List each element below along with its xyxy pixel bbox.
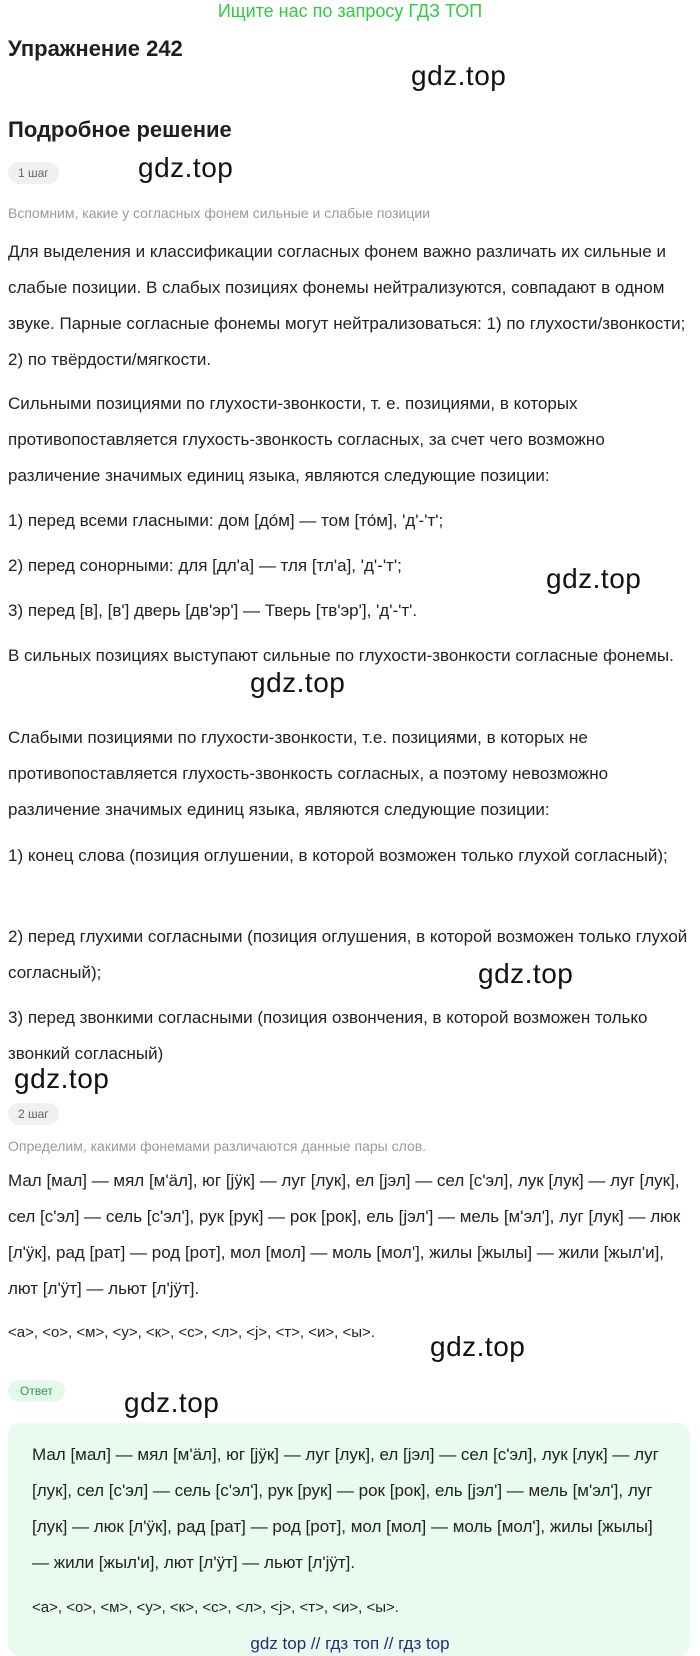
step-2-phonemes: <а>, <о>, <м>, <у>, <к>, <с>, <л>, <j>, <т>, <и>, <ы>.: [8, 1324, 375, 1341]
watermark: gdz.top: [411, 60, 507, 91]
watermark: gdz.top: [546, 563, 642, 594]
step-1-hint: Вспомним, какие у согласных фонем сильные и слабые позиции: [8, 205, 431, 221]
watermark: gdz.top: [430, 1331, 526, 1362]
step-1-badge: 1 шаг: [8, 162, 59, 184]
watermark: gdz.top: [124, 1387, 220, 1418]
top-banner[interactable]: Ищите нас по запросу ГДЗ ТОП: [217, 1, 483, 21]
step-1-paragraph: Для выделения и классификации согласных фонем важно различать их сильные и слабые позиции. В слабых позициях фонемы нейтрализуются, совпадают в одном звуке. Парные согласные фонемы могут нейтрализоваться: 1) по глухости/звонкости; 2) по твёрдости/мягкости.: [8, 242, 686, 369]
answer-text: Мал [мал] — мял [м'ӓл], юг [jӱк] — луг [лук], ел [jэл] — сел [с'эл], лук [лук] — луг [лук], сел [с'эл] — сель [с'эл'], рук [рук] — рок [рок], ель [jэл'] — мель [м'эл'], луг [лук] — люк [л'ӱк], рад [рат] — род [рот], мол [мол] — моль [мол'], жилы [жылы] — жили [жыл'и], лют [л'ӱт] — льют [л'jӱт].: [32, 1445, 659, 1572]
step-1-paragraph: 2) перед сонорными: для [дл'а] — тля [тл'а], 'д'-'т';: [8, 556, 402, 575]
step-1-paragraph: Слабыми позициями по глухости-звонкости, т.е. позициями, в которых не противопоставляется глухость-звонкость согласных, а поэтому невозможно различение значимых единиц языка, являются следующие позиции:: [8, 728, 609, 819]
step-1-paragraph: 1) перед всеми гласными: дом [до́м] — том [то́м], 'д'-'т';: [8, 511, 444, 530]
watermark: gdz.top: [14, 1063, 110, 1094]
exercise-title: Упражнение 242: [8, 36, 183, 61]
step-1-paragraph: 1) конец слова (позиция оглушении, в которой возможен только глухой согласный);: [8, 846, 668, 865]
step-1-paragraph: 3) перед звонкими согласными (позиция озвончения, в которой возможен только звонкий согласный): [8, 1008, 648, 1063]
watermark: gdz.top: [138, 152, 234, 183]
footer-links[interactable]: gdz top // гдз топ // гдз top: [250, 1634, 450, 1653]
answer-badge: Ответ: [8, 1380, 65, 1402]
step-2-badge: 2 шаг: [8, 1103, 59, 1125]
solution-title: Подробное решение: [8, 117, 232, 142]
step-1-paragraph: 3) перед [в], [в'] дверь [дв'эр'] — Тверь [тв'эр'], 'д'-'т'.: [8, 601, 418, 620]
watermark: gdz.top: [250, 667, 346, 698]
step-1-paragraph: Сильными позициями по глухости-звонкости, т. е. позициями, в которых противопоставляется глухость-звонкость согласных, за счет чего возможно различение значимых единиц языка, являются следующие позиции:: [8, 394, 605, 485]
answer-phonemes: <а>, <о>, <м>, <у>, <к>, <с>, <л>, <j>, <т>, <и>, <ы>.: [32, 1599, 399, 1616]
step-1-paragraph: 2) перед глухими согласными (позиция оглушения, в которой возможен только глухой согласный);: [8, 927, 688, 982]
watermark: gdz.top: [478, 958, 574, 989]
step-2-text: Мал [мал] — мял [м'ӓл], юг [jӱк] — луг [лук], ел [jэл] — сел [с'эл], лук [лук] — луг [лук], сел [с'эл] — сель [с'эл'], рук [рук] — рок [рок], ель [jэл'] — мель [м'эл'], луг [лук] — люк [л'ӱк], рад [рат] — род [рот], мол [мол] — моль [мол'], жилы [жылы] — жили [жыл'и], лют [л'ӱт] — льют [л'jӱт].: [8, 1171, 681, 1298]
step-1-paragraph: В сильных позициях выступают сильные по глухости-звонкости согласные фонемы.: [8, 646, 674, 665]
step-2-hint: Определим, какими фонемами различаются данные пары слов.: [8, 1138, 427, 1154]
